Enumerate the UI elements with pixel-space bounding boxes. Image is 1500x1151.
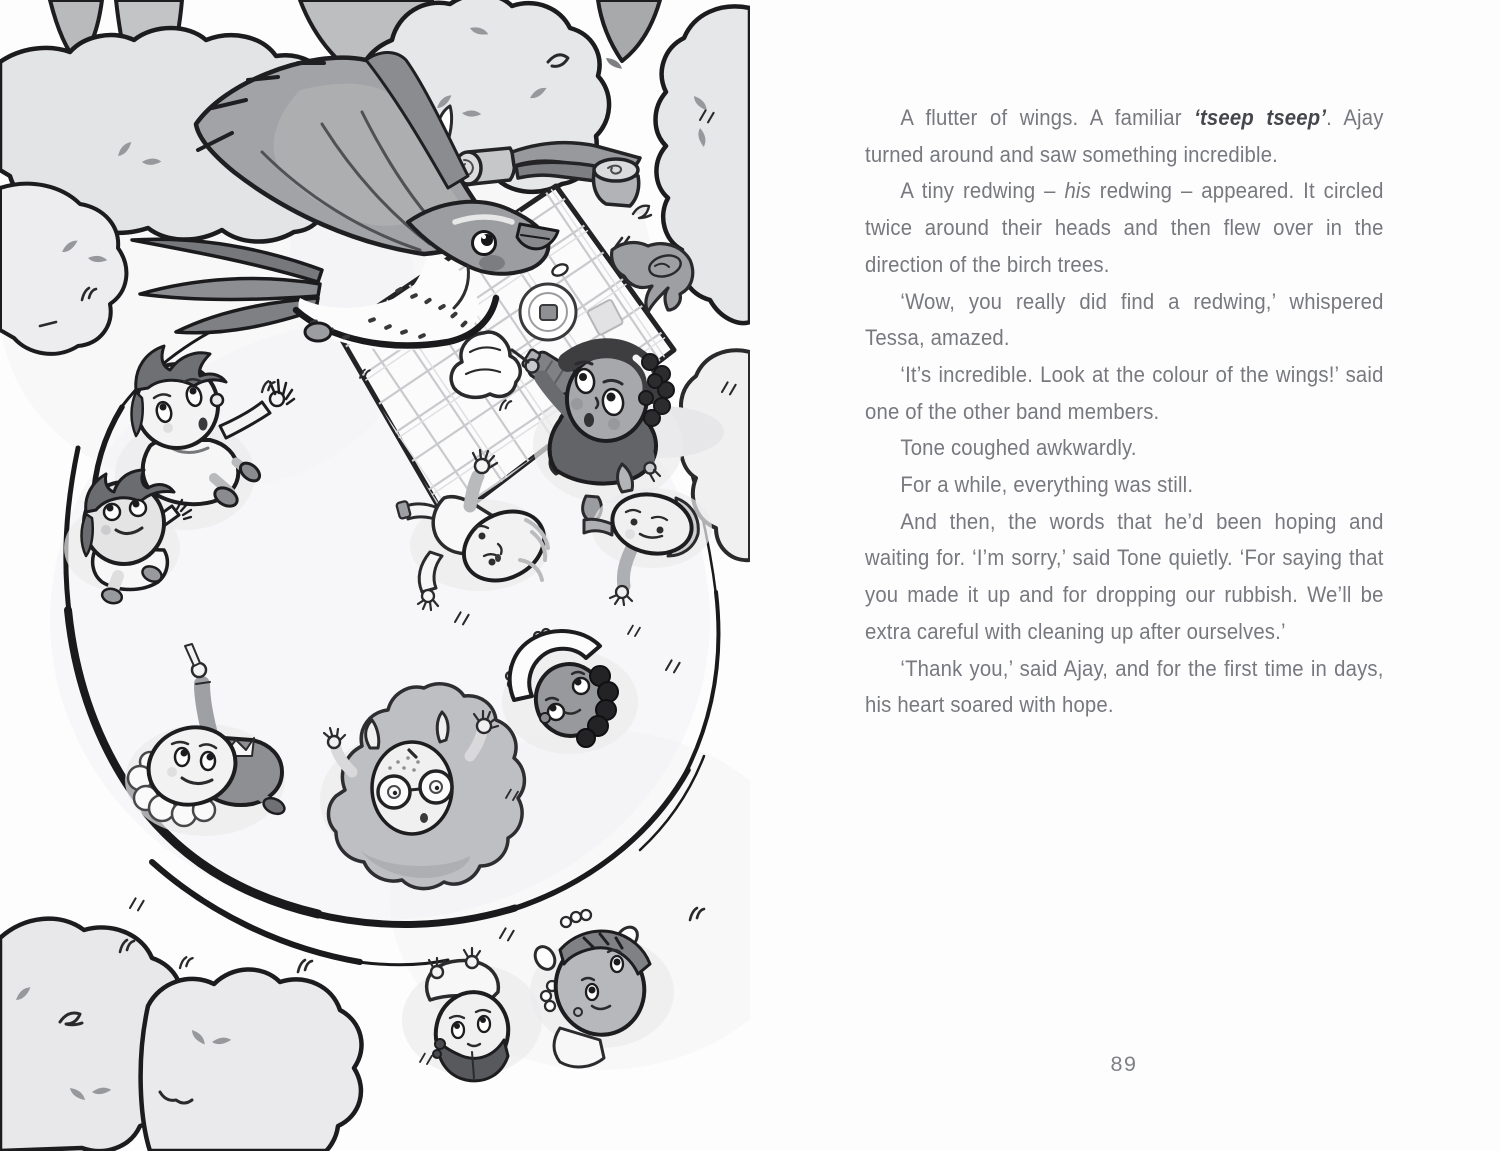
story-text — [865, 100, 1384, 724]
story-segment: For a while, everything was still. — [900, 472, 1194, 498]
story-segment: ‘tseep tseep’ — [1194, 105, 1327, 130]
page-number: 89 — [1110, 1052, 1138, 1076]
story-segment: Tone coughed awkwardly. — [900, 435, 1137, 461]
story-segment: ‘It’s incredible. Look at the colour of the wings!’ said one of the other band members. — [865, 361, 1384, 424]
picnic-plate — [520, 284, 576, 340]
story-paragraph — [865, 467, 1384, 504]
story-paragraph — [865, 284, 1384, 357]
story-segment: ‘Wow, you really did find a redwing,’ whispered Tessa, amazed. — [865, 288, 1384, 351]
story-segment: ‘Thank you,’ said Ajay, and for the first time in days, his heart soared with hope. — [865, 655, 1384, 718]
story-segment: A tiny redwing – — [900, 178, 1065, 204]
story-paragraph — [865, 430, 1384, 467]
story-paragraph — [865, 100, 1384, 173]
story-paragraph — [865, 173, 1384, 283]
story-segment: A flutter of wings. A familiar — [900, 105, 1195, 130]
story-segment: . Ajay turned around and saw something incredible. — [865, 105, 1384, 167]
story-segment: redwing – appeared. It circled twice around their heads and then flew over in the direction of the birch trees. — [865, 178, 1384, 277]
bush-bottom-left — [0, 919, 362, 1151]
story-paragraph — [865, 504, 1384, 651]
story-segment: And then, the words that he’d been hoping and waiting for. ‘I’m sorry,’ said Tone quietly. ‘For saying that you made it up and for dropping our rubbish. We’ll be extra careful with cleaning up after ourselves.’ — [865, 508, 1384, 644]
story-paragraph — [865, 651, 1384, 724]
story-segment: his — [1064, 178, 1091, 204]
story-paragraph — [865, 357, 1384, 430]
